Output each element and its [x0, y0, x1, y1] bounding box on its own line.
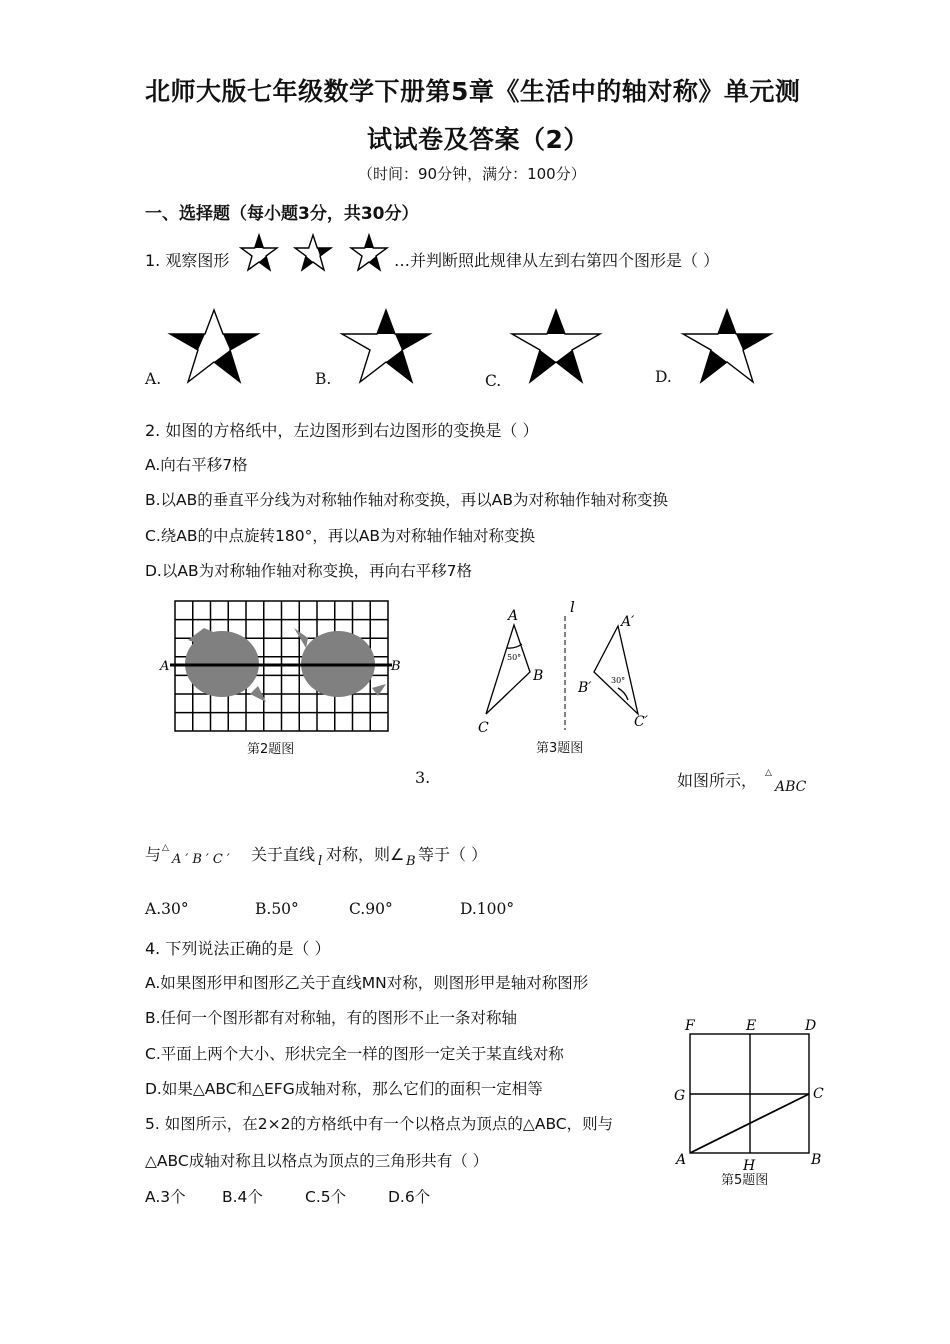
- q1-option-c-star: [510, 306, 602, 384]
- q3-triangle-symbol: △: [765, 768, 772, 778]
- q2-stem: 2. 如图的方格纸中，左边图形到右边图形的变换是（ ）: [145, 421, 539, 440]
- q5-label-h: H: [743, 1158, 756, 1174]
- q2-label-b: B: [391, 659, 401, 674]
- q5-label-a: A: [676, 1152, 687, 1168]
- q3-line2-mid: 关于直线: [251, 845, 316, 864]
- q1-sequence-stars: [237, 232, 395, 274]
- q3-line2-l: l: [318, 854, 323, 869]
- q5-stem-line1: 5. 如图所示，在2×2的方格纸中有一个以格点为顶点的△ABC，则与: [145, 1115, 614, 1133]
- q2-figure-caption: 第2题图: [247, 742, 295, 757]
- q3-triangle-symbol-2: △: [162, 843, 169, 853]
- q5-label-d: D: [805, 1018, 817, 1034]
- q3-label-c: C: [478, 720, 489, 736]
- q1-option-d: D.: [655, 368, 672, 386]
- q4-option-c: C.平面上两个大小、形状完全一样的图形一定关于某直线对称: [145, 1045, 564, 1063]
- q1-option-a: A.: [145, 370, 162, 388]
- q3-label-a: A: [508, 608, 519, 624]
- q5-label-e: E: [746, 1018, 757, 1034]
- q3-option-b: B.50°: [255, 900, 299, 918]
- q1-option-a-star: [168, 306, 260, 384]
- q1-option-d-star: [681, 306, 773, 384]
- q3-angle-30: 30°: [611, 676, 626, 685]
- q5-option-a: A.3个: [145, 1188, 186, 1206]
- q5-stem-line2: △ABC成轴对称且以格点为顶点的三角形共有（ ）: [145, 1152, 489, 1170]
- q2-option-d: D.以AB为对称轴作轴对称变换，再向右平移7格: [145, 562, 472, 580]
- q5-label-f: F: [685, 1018, 695, 1034]
- q3-line2-end: 等于（ ）: [418, 845, 488, 864]
- q3-option-a: A.30°: [145, 900, 189, 918]
- doc-title-line2: 试试卷及答案（2）: [367, 125, 589, 154]
- q3-number: 3.: [415, 768, 431, 787]
- section-heading: 一、选择题（每小题3分，共30分）: [145, 204, 419, 224]
- q2-grid-figure: [158, 598, 408, 738]
- q3-label-l: l: [570, 598, 575, 616]
- q4-option-a: A.如果图形甲和图形乙关于直线MN对称，则图形甲是轴对称图形: [145, 974, 589, 992]
- doc-title-line1: 北师大版七年级数学下册第5章《生活中的轴对称》单元测: [145, 77, 801, 106]
- q3-line2-suffix: 对称，则∠: [326, 845, 405, 864]
- q5-option-b: B.4个: [222, 1188, 263, 1206]
- q3-label-c2: C′: [634, 714, 648, 730]
- doc-subtitle: （时间：90分钟，满分：100分）: [358, 165, 586, 183]
- seq-star-3: [351, 235, 387, 270]
- q4-option-d: D.如果△ABC和△EFG成轴对称，那么它们的面积一定相等: [145, 1080, 543, 1098]
- q3-stem-abc: ABC: [775, 779, 807, 795]
- q3-option-d: D.100°: [460, 900, 515, 918]
- q2-option-b: B.以AB的垂直平分线为对称轴作轴对称变换，再以AB为对称轴作轴对称变换: [145, 491, 669, 509]
- seq-star-2: [295, 235, 331, 270]
- q4-option-b: B.任何一个图形都有对称轴，有的图形不止一条对称轴: [145, 1009, 518, 1027]
- q2-option-a: A.向右平移7格: [145, 456, 248, 474]
- q3-stem-right: 如图所示，: [677, 771, 758, 790]
- q2-label-a: A: [160, 659, 170, 674]
- q5-label-g: G: [674, 1088, 686, 1104]
- q5-figure-caption: 第5题图: [721, 1173, 769, 1188]
- q1-prefix: 1. 观察图形: [145, 251, 230, 270]
- q3-figure-caption: 第3题图: [536, 741, 584, 756]
- q1-option-b: B.: [315, 370, 332, 388]
- q1-option-c: C.: [485, 372, 502, 390]
- q5-option-d: D.6个: [388, 1188, 431, 1206]
- q3-line2-prefix: 与: [145, 845, 162, 864]
- q2-option-c: C.绕AB的中点旋转180°，再以AB为对称轴作轴对称变换: [145, 527, 536, 545]
- q5-option-c: C.5个: [305, 1188, 347, 1206]
- q5-label-b: B: [811, 1152, 822, 1168]
- q5-label-c: C: [813, 1086, 824, 1102]
- q3-figure: [470, 598, 670, 743]
- q3-label-b: B: [533, 668, 544, 684]
- q1-suffix: …并判断照此规律从左到右第四个图形是（ ）: [394, 251, 720, 270]
- q4-stem: 4. 下列说法正确的是（ ）: [145, 939, 331, 958]
- q1-option-b-star: [340, 306, 432, 384]
- q3-angle-50: 50°: [507, 653, 522, 662]
- q5-grid-figure: [672, 1014, 832, 1174]
- q3-line2-tri: A′B′C′: [172, 852, 234, 867]
- q3-line2-b: B: [406, 854, 416, 869]
- q3-label-a2: A′: [621, 614, 635, 630]
- q3-option-c: C.90°: [349, 900, 393, 918]
- seq-star-1: [241, 235, 277, 270]
- q3-label-b2: B′: [578, 680, 592, 696]
